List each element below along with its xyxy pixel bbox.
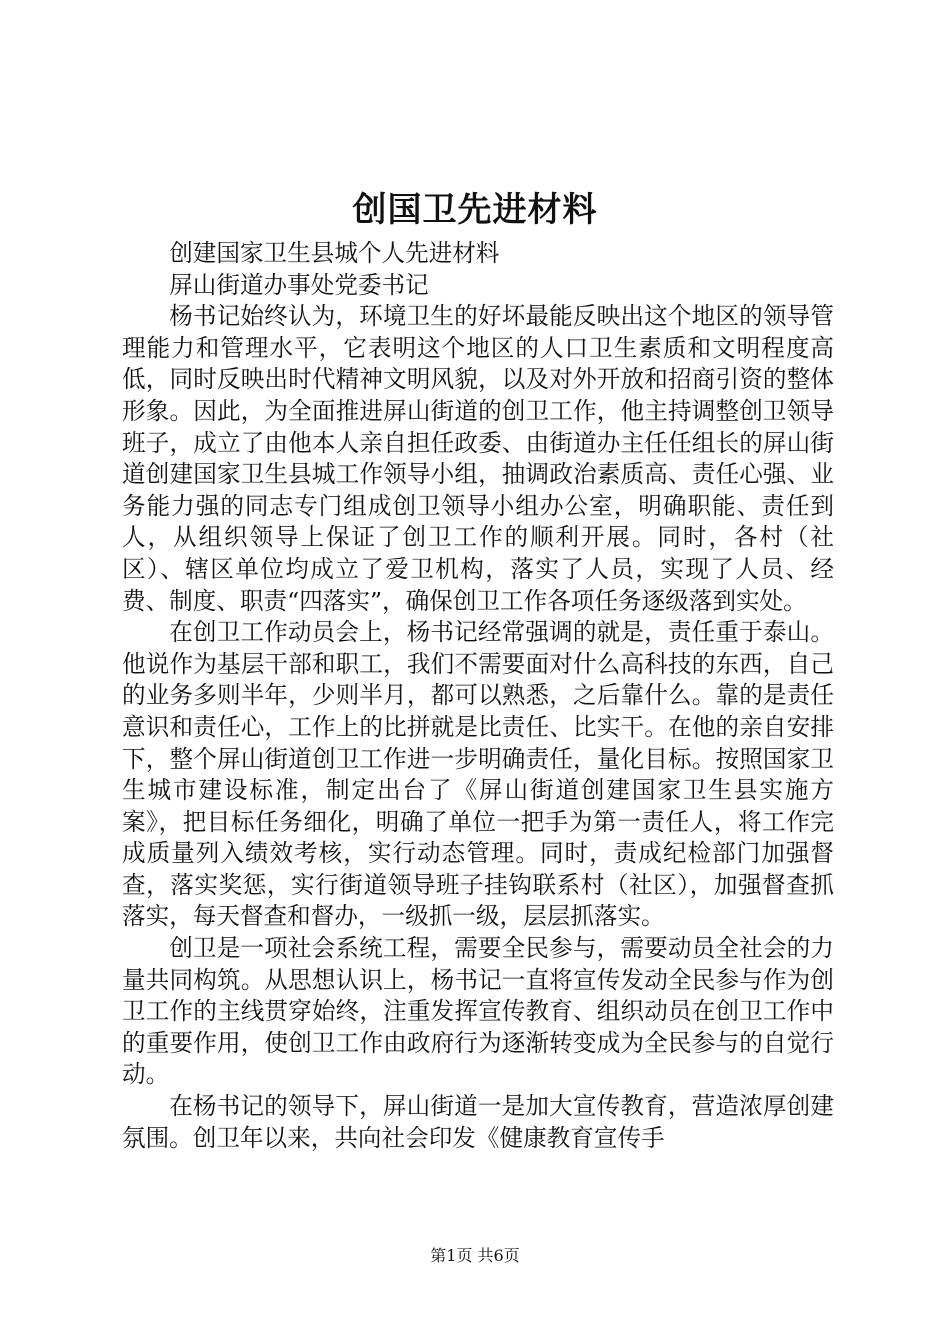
document-body xyxy=(122,238,834,1154)
paragraph-1: 杨书记始终认为，环境卫生的好坏最能反映出这个地区的领导管理能力和管理水平，它表明这个地区的人口卫生素质和文明程度高低，同时反映出时代精神文明风貌，以及对外开放和招商引资的整体形象。因此，为全面推进屏山街道的创卫工作，他主持调整创卫领导班子，成立了由他本人亲自担任政委、由街道办主任任组长的屏山街道创建国家卫生县城工作领导小组，抽调政治素质高、责任心强、业务能力强的同志专门组成创卫领导小组办公室，明确职能、责任到人，从组织领导上保证了创卫工作的顺利开展。同时，各村（社区）、辖区单位均成立了爱卫机构，落实了人员，实现了人员、经费、制度、职责“四落实”，确保创卫工作各项任务逐级落到实处。 xyxy=(122,302,834,615)
author-line: 屏山街道办事处党委书记 xyxy=(169,270,429,299)
paragraph-4: 在杨书记的领导下，屏山街道一是加大宣传教育，营造浓厚创建氛围。创卫年以来，共向社会印发《健康教育宣传手 xyxy=(122,1092,834,1152)
paragraph-2: 在创卫工作动员会上，杨书记经常强调的就是，责任重于泰山。他说作为基层干部和职工，我们不需要面对什么高科技的东西，自己的业务多则半年，少则半月，都可以熟悉，之后靠什么。靠的是责任意识和责任心，工作上的比拼就是比责任、比实干。在他的亲自安排下，整个屏山街道创卫工作进一步明确责任，量化目标。按照国家卫生城市建设标准，制定出台了《屏山街道创建国家卫生县实施方案》，把目标任务细化，明确了单位一把手为第一责任人，将工作完成质量列入绩效考核，实行动态管理。同时，责成纪检部门加强督查，落实奖惩，实行街道领导班子挂钩联系村（社区），加强督查抓落实，每天督查和督办，一级抓一级，层层抓落实。 xyxy=(122,618,834,931)
page-footer: 第1页 共6页 xyxy=(430,1246,520,1265)
document-title: 创国卫先进材料 xyxy=(352,190,598,230)
subtitle-line: 创建国家卫生县城个人先进材料 xyxy=(169,239,500,267)
paragraph-3: 创卫是一项社会系统工程，需要全民参与，需要动员全社会的力量共同构筑。从思想认识上，杨书记一直将宣传发动全民参与作为创卫工作的主线贯穿始终，注重发挥宣传教育、组织动员在创卫工作中的重要作用，使创卫工作由政府行为逐渐转变成为全民参与的自觉行动。 xyxy=(122,934,834,1089)
